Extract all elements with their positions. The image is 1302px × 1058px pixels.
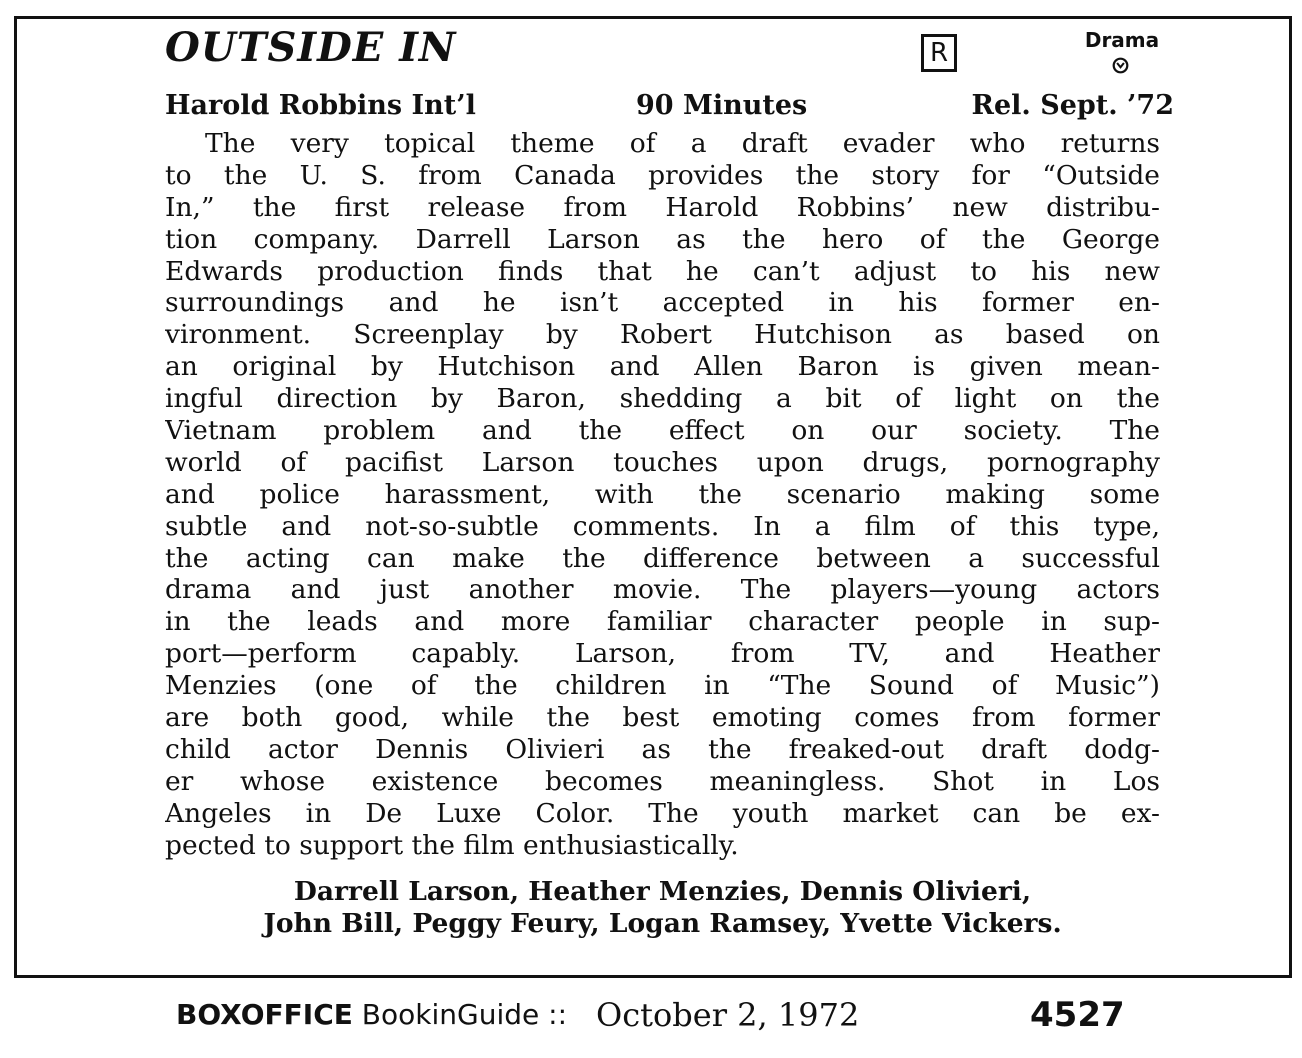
page-number: 4527 bbox=[1030, 995, 1125, 1035]
review-line: The very topical theme of a draft evader who returns bbox=[205, 128, 1160, 159]
cast-list bbox=[165, 876, 1160, 940]
cast-line: Darrell Larson, Heather Menzies, Dennis Olivieri, bbox=[293, 876, 1032, 907]
section-name: BookinGuide bbox=[361, 998, 540, 1031]
genre-symbol-icon bbox=[1112, 57, 1129, 74]
issue-date: October 2, 1972 bbox=[596, 996, 860, 1034]
release-date: Rel. Sept. ’72 bbox=[971, 90, 1174, 121]
review-line: drama and just another movie. The players—young actors bbox=[165, 574, 1160, 606]
review-line: an original by Hutchison and Allen Baron is given mean- bbox=[165, 351, 1160, 383]
review-line: child actor Dennis Olivieri as the freaked-out draft dodg- bbox=[165, 733, 1160, 765]
running-time: 90 Minutes bbox=[636, 90, 808, 121]
review-line: and police harassment, with the scenario making some bbox=[165, 478, 1160, 510]
review-line: to the U. S. from Canada provides the story for “Outside bbox=[165, 159, 1160, 191]
review-body bbox=[165, 128, 1160, 861]
publication-name: BOXOFFICE bbox=[176, 998, 353, 1031]
review-line: are both good, while the best emoting comes from former bbox=[165, 702, 1160, 734]
review-line: vironment. Screenplay by Robert Hutchison as based on bbox=[165, 319, 1160, 351]
film-title: OUTSIDE IN bbox=[165, 24, 457, 71]
cast-line: John Bill, Peggy Feury, Logan Ramsey, Yvette Vickers. bbox=[263, 908, 1062, 939]
footer-publication bbox=[176, 995, 567, 1035]
review-line: the acting can make the difference between a successful bbox=[165, 542, 1160, 574]
review-line: In,” the first release from Harold Robbins’ new distribu- bbox=[165, 191, 1160, 223]
review-line: in the leads and more familiar character people in sup- bbox=[165, 606, 1160, 638]
review-line: port—perform capably. Larson, from TV, and Heather bbox=[165, 638, 1160, 670]
rating-badge: R bbox=[921, 34, 957, 72]
review-line: ingful direction by Baron, shedding a bit of light on the bbox=[165, 383, 1160, 415]
distributor: Harold Robbins Int’l bbox=[165, 90, 476, 121]
review-line: Vietnam problem and the effect on our society. The bbox=[165, 415, 1160, 447]
review-line: Angeles in De Luxe Color. The youth market can be ex- bbox=[165, 797, 1160, 829]
review-line: pected to support the film enthusiastically. bbox=[165, 829, 739, 861]
review-line: world of pacifist Larson touches upon drugs, pornography bbox=[165, 446, 1160, 478]
footer-separator: :: bbox=[548, 998, 568, 1031]
review-line: er whose existence becomes meaningless. Shot in Los bbox=[165, 765, 1160, 797]
review-line: surroundings and he isn’t accepted in his former en- bbox=[165, 287, 1160, 319]
review-line: subtle and not-so-subtle comments. In a film of this type, bbox=[165, 510, 1160, 542]
review-line: Menzies (one of the children in “The Sound of Music”) bbox=[165, 670, 1160, 702]
review-line: tion company. Darrell Larson as the hero of the George bbox=[165, 223, 1160, 255]
genre-label: Drama bbox=[1084, 28, 1160, 52]
review-line: Edwards production finds that he can’t adjust to his new bbox=[165, 255, 1160, 287]
